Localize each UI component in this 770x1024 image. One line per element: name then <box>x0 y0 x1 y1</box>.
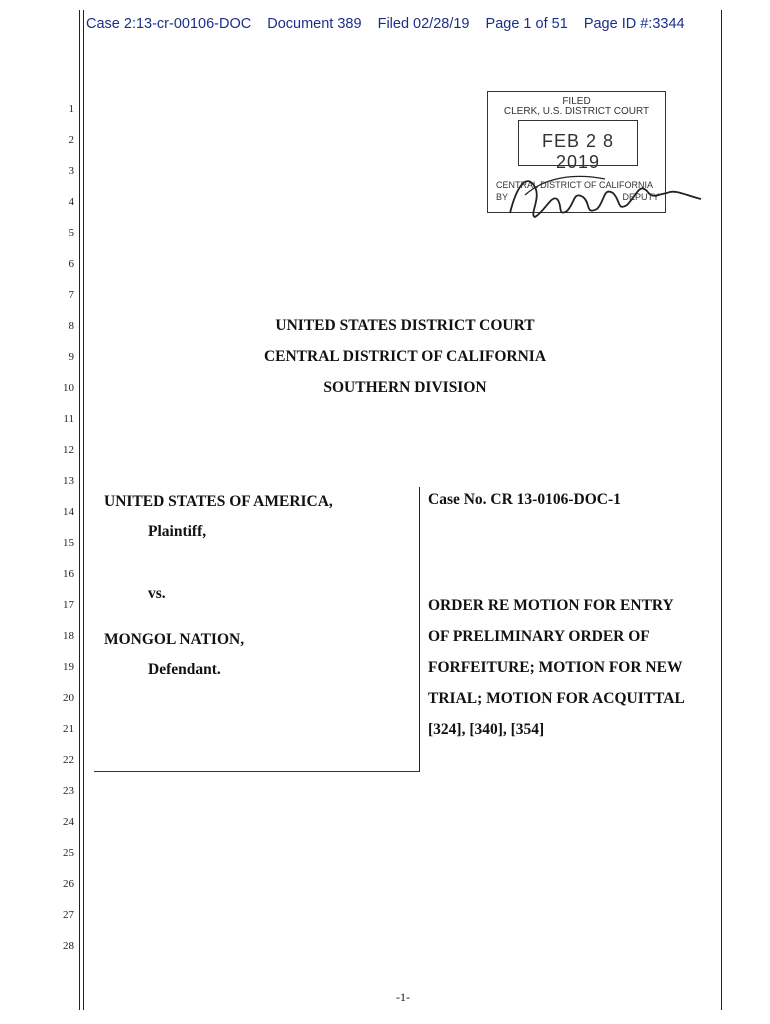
signature-scribble <box>505 165 705 225</box>
right-margin-rule <box>721 10 722 1010</box>
defendant-role: Defendant. <box>148 661 221 678</box>
line-number: 20 <box>63 692 74 704</box>
stamp-date: FEB 2 8 2019 <box>541 131 615 172</box>
order-title-line: FORFEITURE; MOTION FOR NEW <box>428 659 683 676</box>
line-number: 22 <box>63 754 74 766</box>
stamp-clerk-label: CLERK, U.S. DISTRICT COURT <box>503 106 650 117</box>
line-number: 4 <box>68 196 74 208</box>
line-number: 25 <box>63 847 74 859</box>
plaintiff-name: UNITED STATES OF AMERICA, <box>104 493 333 510</box>
stamp-date-box <box>518 120 638 172</box>
document-number: Document 389 <box>267 16 362 32</box>
line-number: 26 <box>63 878 74 890</box>
case-number: Case No. CR 13-0106-DOC-1 <box>428 491 621 508</box>
caption-divider <box>419 487 420 772</box>
order-title-line: OF PRELIMINARY ORDER OF <box>428 628 650 645</box>
versus-label: vs. <box>148 585 166 602</box>
order-title-line: [324], [340], [354] <box>428 721 545 738</box>
line-number: 3 <box>68 165 74 177</box>
line-number: 21 <box>63 723 74 735</box>
page-number: -1- <box>396 990 410 1004</box>
left-margin-rule-2 <box>83 10 84 1010</box>
stamp-by-label: BY <box>496 192 509 202</box>
stamp-district-label: CENTRAL DISTRICT OF CALIFORNIA <box>496 180 654 190</box>
defendant-name: MONGOL NATION, <box>104 631 245 648</box>
filed-date: Filed 02/28/19 <box>377 16 470 32</box>
line-number: 23 <box>63 785 74 797</box>
caption-bottom-rule <box>94 771 420 772</box>
line-number: 2 <box>68 134 74 146</box>
order-title-line: TRIAL; MOTION FOR ACQUITTAL <box>428 690 685 707</box>
left-margin-rule-1 <box>79 10 80 1010</box>
page-of-total: Page 1 of 51 <box>485 16 568 32</box>
court-division: SOUTHERN DIVISION <box>323 379 487 396</box>
line-number: 12 <box>63 444 74 456</box>
line-number: 17 <box>63 599 74 611</box>
order-title-line: ORDER RE MOTION FOR ENTRY <box>428 597 674 614</box>
line-number: 15 <box>63 537 74 549</box>
stamp-filed-label: FILED <box>562 96 591 107</box>
line-number: 24 <box>63 816 74 828</box>
line-number: 16 <box>63 568 74 580</box>
case-reference: Case 2:13-cr-00106-DOC <box>86 16 252 32</box>
line-number: 7 <box>68 289 74 301</box>
line-number: 5 <box>68 227 74 239</box>
court-name: UNITED STATES DISTRICT COURT <box>275 317 535 334</box>
line-number: 8 <box>68 320 74 332</box>
line-number: 11 <box>63 413 74 425</box>
filing-header <box>86 16 697 32</box>
stamp-deputy-label: DEPUTY <box>622 192 659 202</box>
plaintiff-role: Plaintiff, <box>148 523 207 540</box>
line-number: 18 <box>63 630 74 642</box>
line-number: 19 <box>63 661 74 673</box>
line-number: 13 <box>63 475 74 487</box>
line-number: 27 <box>63 909 74 921</box>
line-number: 9 <box>68 351 74 363</box>
line-number: 28 <box>63 940 74 952</box>
court-district: CENTRAL DISTRICT OF CALIFORNIA <box>263 348 547 365</box>
line-number: 14 <box>63 506 74 518</box>
line-number: 10 <box>63 382 74 394</box>
line-number: 1 <box>68 103 74 115</box>
page-id: Page ID #:3344 <box>583 16 685 32</box>
line-number: 6 <box>68 258 74 270</box>
